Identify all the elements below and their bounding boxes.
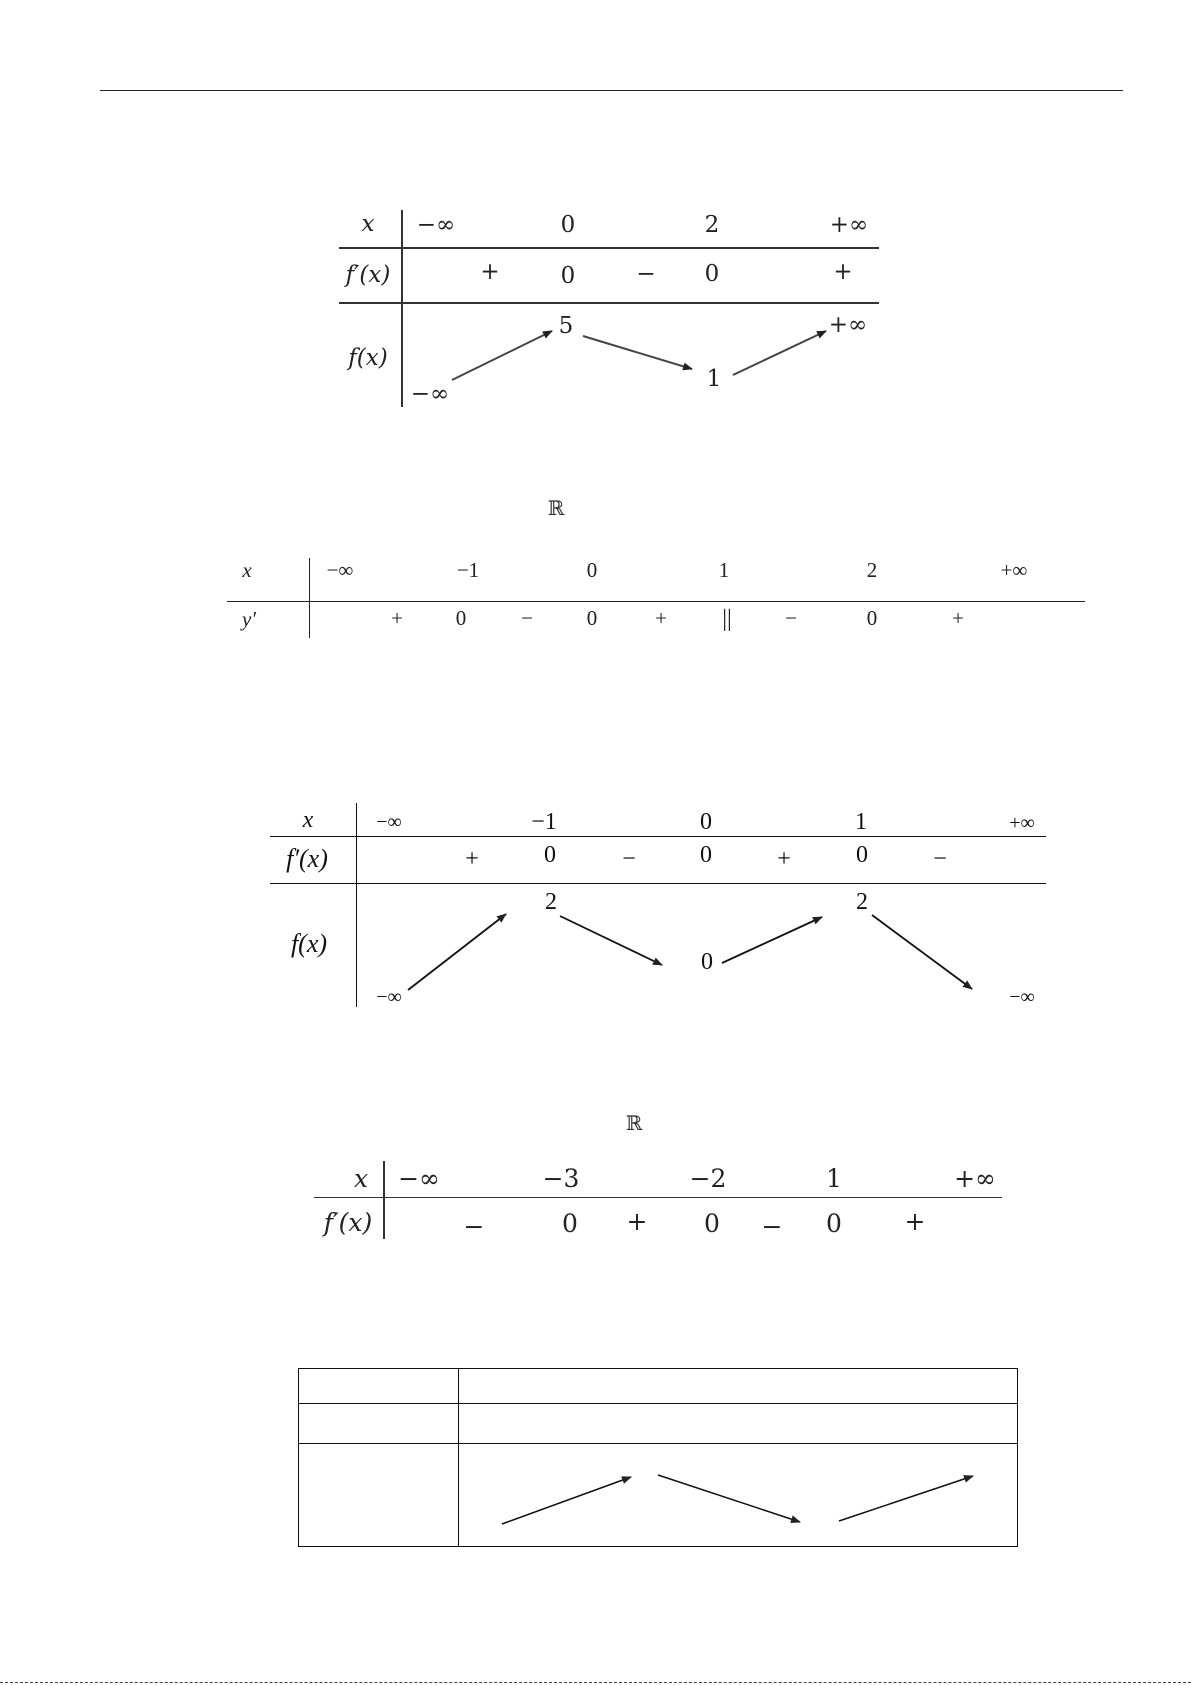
table2-sign: 0 xyxy=(586,606,598,630)
table4-x-value: −∞ xyxy=(398,1164,440,1193)
table1-x-value: 0 xyxy=(560,212,576,238)
increasing-arrow xyxy=(839,1476,973,1521)
table3-deriv-label: f′(x) xyxy=(286,844,328,873)
table2-sign: − xyxy=(521,606,533,630)
increasing-arrow xyxy=(408,914,506,990)
table3-func-value: −∞ xyxy=(1009,986,1035,1008)
table1-x-value: −∞ xyxy=(416,212,456,238)
increasing-arrow xyxy=(502,1477,631,1524)
decreasing-arrow xyxy=(872,915,972,989)
table2-deriv-label: y′ xyxy=(242,607,256,631)
table2-sign: + xyxy=(952,606,964,630)
table3-sign: 0 xyxy=(544,842,556,868)
table3-func-value: −∞ xyxy=(376,986,402,1008)
table3-sign: 0 xyxy=(856,842,868,868)
decreasing-arrow xyxy=(583,336,692,369)
table3-sign: + xyxy=(465,846,479,872)
table3-x-label: x xyxy=(302,807,314,833)
table1-func-label: f(x) xyxy=(348,345,388,371)
table2-sign: 0 xyxy=(866,606,878,630)
table2-x-value: +∞ xyxy=(1000,558,1028,582)
real-numbers-symbol: ℝ xyxy=(625,1111,643,1135)
table3-x-value: 0 xyxy=(700,809,712,835)
table1-sign: + xyxy=(480,259,500,285)
table2-sign: + xyxy=(391,606,403,630)
increasing-arrow xyxy=(722,917,822,963)
footer-rule xyxy=(0,1682,1191,1683)
table4-x-value: −3 xyxy=(542,1164,580,1193)
table1-sign: + xyxy=(833,259,853,285)
table1-sign: 0 xyxy=(560,263,576,289)
table4-sign: + xyxy=(904,1207,926,1236)
table4-deriv-label: f′(x) xyxy=(323,1208,373,1237)
table3-sign: + xyxy=(777,846,791,872)
decreasing-arrow xyxy=(560,916,662,965)
table4-x-value: 1 xyxy=(826,1164,842,1193)
table2-sign: 0 xyxy=(455,606,467,630)
table2-x-label: x xyxy=(242,558,252,582)
table2-x-value: 1 xyxy=(718,558,730,582)
table2-x-value: 0 xyxy=(586,558,598,582)
table1-x-label: x xyxy=(361,211,375,237)
table1-x-value: 2 xyxy=(704,212,720,238)
table4-sign: + xyxy=(626,1207,648,1236)
table3-func-value: 2 xyxy=(545,889,557,915)
table1-func-value: 1 xyxy=(706,366,722,392)
table1-func-value: +∞ xyxy=(828,312,868,338)
increasing-arrow xyxy=(733,331,826,375)
table3-sign: 0 xyxy=(700,842,712,868)
table1-deriv-label: f′(x) xyxy=(345,262,391,288)
table4-sign: − xyxy=(463,1212,485,1241)
table3-func-label: f(x) xyxy=(290,929,328,958)
increasing-arrow xyxy=(452,331,552,380)
table3-func-value: 0 xyxy=(701,949,713,975)
table3-x-value: 1 xyxy=(855,809,867,835)
table1-sign: 0 xyxy=(704,261,720,287)
table3-func-value: 2 xyxy=(856,889,868,915)
table4-sign: 0 xyxy=(704,1209,720,1238)
table4-x-value: +∞ xyxy=(954,1164,996,1193)
table3-sign: − xyxy=(933,846,947,872)
table1-sign: − xyxy=(636,261,656,287)
table2-x-value: −1 xyxy=(456,558,480,582)
table1-func-value: 5 xyxy=(558,313,574,339)
table1-x-value: +∞ xyxy=(829,212,869,238)
table2-x-value: 2 xyxy=(866,558,878,582)
table4-sign: 0 xyxy=(826,1209,842,1238)
table3-x-value: +∞ xyxy=(1009,812,1035,834)
decreasing-arrow xyxy=(658,1475,800,1522)
table4-x-label: x xyxy=(353,1164,369,1193)
table3-x-value: −1 xyxy=(531,809,557,835)
table3-x-value: −∞ xyxy=(376,811,402,833)
table4-x-value: −2 xyxy=(689,1164,727,1193)
table2-undefined-mark: || xyxy=(722,606,732,632)
table2-sign: + xyxy=(655,606,667,630)
table1-func-value: −∞ xyxy=(410,381,450,407)
table4-sign: − xyxy=(761,1212,783,1241)
table3-sign: − xyxy=(622,846,636,872)
table2-sign: − xyxy=(785,606,797,630)
real-numbers-symbol: ℝ xyxy=(547,496,565,520)
table4-sign: 0 xyxy=(562,1209,578,1238)
table2-x-value: −∞ xyxy=(326,558,354,582)
